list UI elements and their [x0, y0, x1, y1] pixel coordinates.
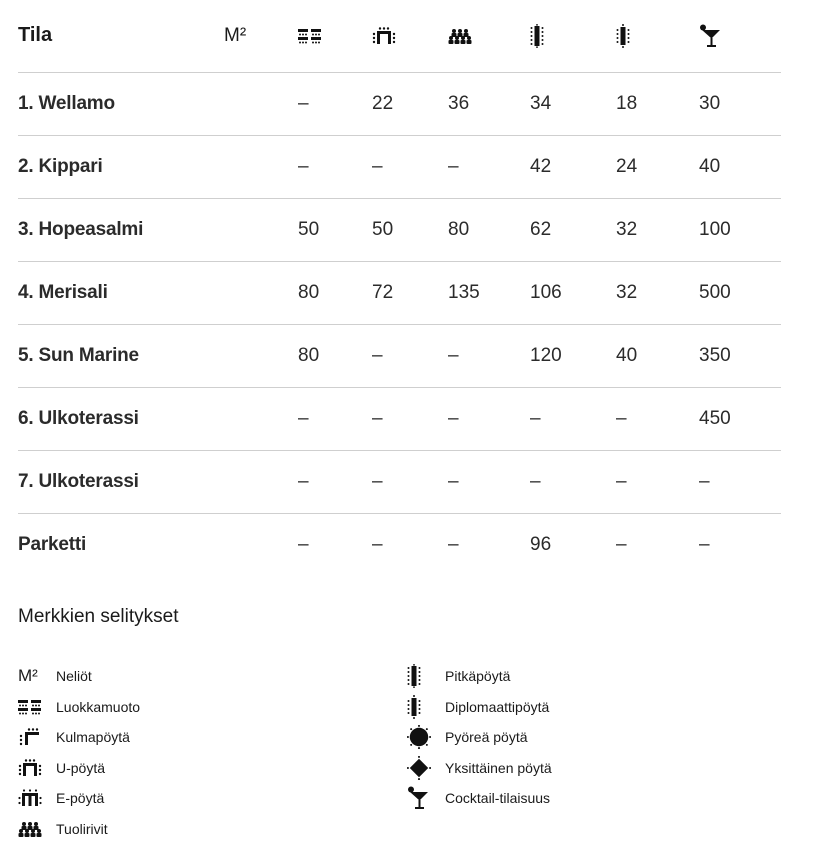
table-row [18, 387, 781, 450]
table-row [18, 324, 781, 387]
table-cell: – [372, 533, 383, 555]
table-cell: 100 [699, 198, 781, 261]
column-header-cocktail [699, 0, 781, 72]
table-cell: – [448, 135, 530, 198]
legend-item [407, 664, 511, 688]
diplomat-table-icon [407, 695, 421, 719]
table-cell: 62 [530, 198, 616, 261]
legend-label: Diplomaattipöytä [445, 699, 550, 715]
table-cell: 96 [530, 533, 552, 555]
legend-item [407, 756, 552, 780]
legend-item [18, 695, 141, 719]
table-cell [224, 135, 298, 198]
table-cell: 50 [298, 198, 372, 261]
space-name: 7. Ulkoterassi [18, 450, 224, 513]
legend-title: Merkkien selitykset [18, 606, 179, 627]
table-cell: – [699, 533, 710, 555]
legend-label: E-pöytä [56, 790, 105, 806]
table-cell: – [448, 533, 459, 555]
table-cell: – [372, 450, 448, 513]
table-row [18, 72, 781, 135]
legend-label: Pitkäpöytä [445, 668, 511, 684]
table-cell: 36 [448, 72, 530, 135]
legend-label: Kulmapöytä [56, 729, 130, 745]
table-cell: – [298, 450, 372, 513]
legend-label: U-pöytä [56, 760, 106, 776]
table-cell [224, 261, 298, 324]
legend-label: Yksittäinen pöytä [445, 760, 552, 776]
space-name: 2. Kippari [18, 135, 224, 198]
table-cell: 18 [616, 72, 699, 135]
long-table-icon [530, 24, 544, 48]
table-cell: – [616, 533, 627, 555]
table-cell: 40 [616, 324, 699, 387]
square-meters-icon: M² [18, 666, 38, 685]
table-cell: 22 [372, 72, 448, 135]
space-name: 4. Merisali [18, 261, 224, 324]
table-cell: – [372, 135, 448, 198]
table-header-row [18, 0, 781, 72]
table-cell: – [298, 387, 372, 450]
table-cell: 135 [448, 261, 530, 324]
column-header-u-table [372, 0, 448, 72]
table-cell [224, 387, 298, 450]
space-name: 1. Wellamo [18, 72, 224, 135]
table-cell [224, 198, 298, 261]
table-cell: 450 [699, 387, 781, 450]
cocktail-icon [407, 786, 429, 810]
legend-label: Pyöreä pöytä [445, 729, 528, 745]
table-cell: 32 [616, 198, 699, 261]
u-table-icon [18, 759, 42, 777]
space-name: 3. Hopeasalmi [18, 198, 224, 261]
table-cell: 350 [699, 324, 781, 387]
table-cell: 40 [699, 135, 781, 198]
table-cell: 50 [372, 198, 448, 261]
table-cell [224, 513, 298, 576]
table-cell: 34 [530, 72, 616, 135]
table-cell: 30 [699, 72, 781, 135]
classroom-icon [298, 28, 322, 44]
table-cell: 120 [530, 324, 616, 387]
space-name: 5. Sun Marine [18, 324, 224, 387]
legend-item [18, 817, 108, 841]
table-cell: – [448, 450, 530, 513]
legend-item [407, 695, 550, 719]
legend-item [18, 786, 105, 810]
table-row [18, 198, 781, 261]
long-table-icon [407, 664, 421, 688]
table-cell: 80 [298, 261, 372, 324]
table-cell: – [298, 533, 309, 555]
table-cell: 72 [372, 261, 448, 324]
legend-label: Neliöt [56, 668, 92, 684]
m2-label: M² [224, 24, 247, 46]
table-cell: 80 [298, 324, 372, 387]
u-table-icon [372, 27, 396, 45]
column-header-diplomat-table [616, 0, 699, 72]
chair-rows-icon [18, 821, 42, 837]
table-cell [224, 72, 298, 135]
table-cell: 24 [616, 135, 699, 198]
table-cell: – [530, 450, 616, 513]
legend-label: Cocktail-tilaisuus [445, 790, 551, 806]
e-table-icon [18, 789, 42, 807]
space-name: 6. Ulkoterassi [18, 387, 224, 450]
table-cell: – [530, 387, 616, 450]
single-table-icon [407, 756, 431, 780]
chair-rows-icon [448, 28, 472, 44]
legend-item [18, 725, 130, 749]
table-cell: 106 [530, 261, 616, 324]
space-name: Parketti [18, 533, 87, 555]
column-header-long-table [530, 0, 616, 72]
legend-label: Tuolirivit [56, 821, 108, 837]
legend-item [407, 786, 551, 810]
table-cell: – [298, 135, 372, 198]
table-row [18, 261, 781, 324]
cocktail-icon [699, 24, 721, 48]
table-cell [224, 450, 298, 513]
legend-item [407, 725, 528, 749]
capacity-table [18, 0, 781, 576]
column-header-chair-rows [448, 0, 530, 72]
table-cell: – [616, 450, 699, 513]
column-header-classroom [298, 0, 372, 72]
legend-item [18, 756, 106, 780]
table-row [18, 135, 781, 198]
classroom-icon [18, 699, 42, 715]
table-cell: – [372, 387, 448, 450]
table-cell: – [298, 72, 372, 135]
table-cell [224, 324, 298, 387]
legend-label: Luokkamuoto [56, 699, 141, 715]
table-cell: 42 [530, 135, 616, 198]
column-header-space: Tila [18, 0, 224, 72]
table-cell: 32 [616, 261, 699, 324]
column-header-m2 [224, 0, 298, 72]
table-cell: – [448, 324, 530, 387]
table-cell: 80 [448, 198, 530, 261]
table-cell: – [616, 387, 699, 450]
table-row [18, 450, 781, 513]
table-cell: 500 [699, 261, 781, 324]
table-row [18, 513, 781, 576]
round-table-icon [407, 725, 431, 749]
table-cell: – [448, 387, 530, 450]
diplomat-table-icon [616, 24, 630, 48]
corner-table-icon [18, 728, 42, 746]
table-cell: – [372, 324, 448, 387]
legend-item [18, 664, 92, 688]
table-cell: – [699, 450, 781, 513]
